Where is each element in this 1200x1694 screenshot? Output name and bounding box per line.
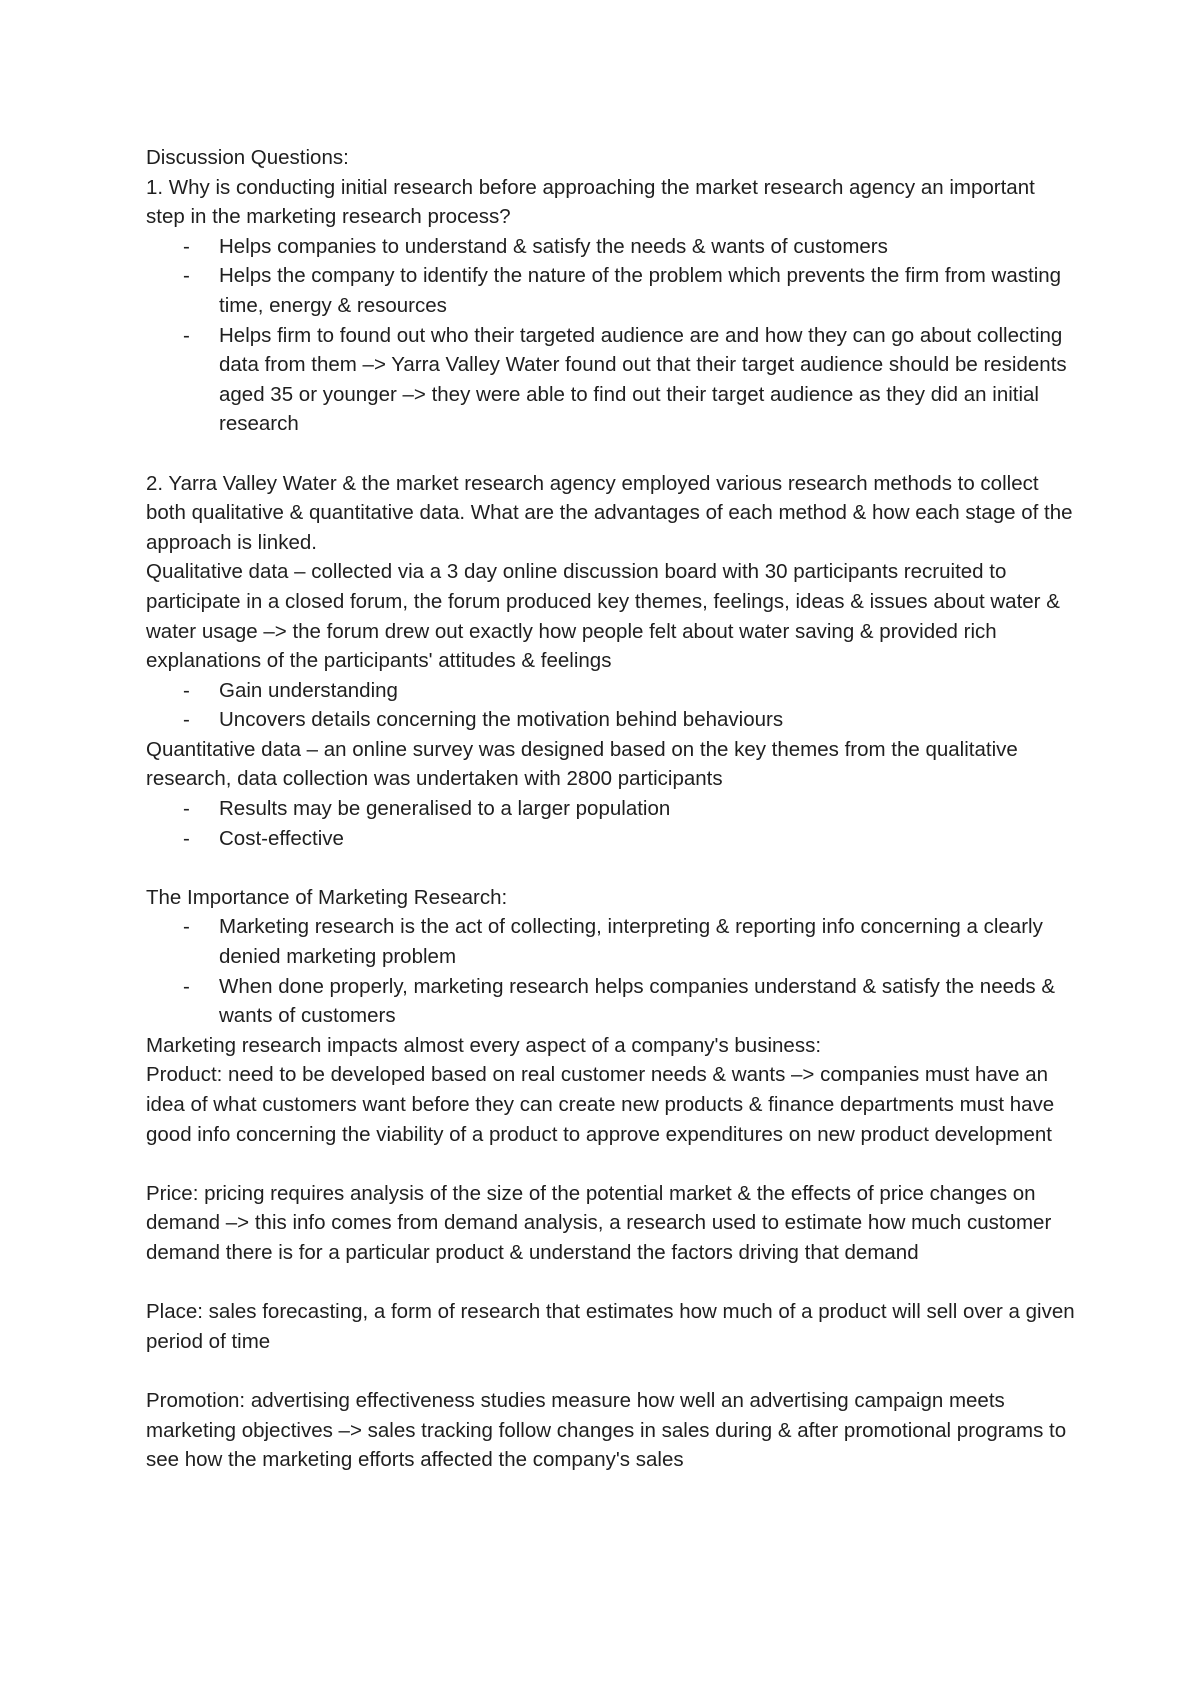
impacts-intro: Marketing research impacts almost every aspect of a company's business: — [146, 1033, 822, 1057]
question-2: 2. Yarra Valley Water & the market research agency employed various research methods to collect both qualitative & quantitative data. What are the advantages of each method & how each stage of the approach is linked. — [146, 471, 1073, 554]
dash-marker: - — [183, 323, 190, 347]
list-item — [146, 321, 1076, 439]
list-item — [146, 232, 1076, 262]
qualitative-bullets — [146, 676, 1076, 735]
place-paragraph: Place: sales forecasting, a form of research that estimates how much of a product will sell over a given period of time — [146, 1300, 1075, 1353]
product-paragraph: Product: need to be developed based on real customer needs & wants –> companies must have an idea of what customers want before they can create new products & finance departments must have good info concerning the viability of a product to approve expenditures on new product development — [146, 1063, 1055, 1146]
dash-marker: - — [183, 708, 190, 732]
quantitative-paragraph: Quantitative data – an online survey was designed based on the key themes from the qualitative research, data collection was undertaken with 2800 participants — [146, 737, 1018, 791]
importance-bullets — [146, 912, 1076, 1030]
list-item — [146, 912, 1076, 971]
importance-heading: The Importance of Marketing Research: — [146, 885, 508, 909]
quantitative-bullets — [146, 794, 1076, 853]
dash-marker: - — [183, 264, 190, 288]
price-paragraph: Price: pricing requires analysis of the size of the potential market & the effects of price changes on demand –> this info comes from demand analysis, a research used to estimate how much customer demand there is for a particular product & understand the factors driving that demand — [146, 1181, 1052, 1264]
dash-marker: - — [183, 826, 190, 850]
spacer — [146, 1149, 1076, 1179]
list-item-text: When done properly, marketing research helps companies understand & satisfy the needs & wants of customers — [219, 974, 1056, 1028]
spacer — [146, 1268, 1076, 1298]
question-1: 1. Why is conducting initial research before approaching the market research agency an important step in the marketing research process? — [146, 175, 1035, 229]
list-item — [146, 824, 1076, 854]
list-item — [146, 794, 1076, 824]
dash-marker: - — [183, 797, 190, 821]
document-page — [146, 143, 1076, 1475]
list-item-text: Cost-effective — [219, 826, 344, 850]
dash-marker: - — [183, 234, 190, 258]
spacer — [146, 439, 1076, 469]
list-item-text: Helps the company to identify the nature of the problem which prevents the firm from wasting time, energy & resources — [219, 264, 1062, 317]
spacer — [146, 1356, 1076, 1386]
list-item-text: Marketing research is the act of collecting, interpreting & reporting info concerning a clearly denied marketing problem — [219, 915, 1043, 969]
list-item-text: Gain understanding — [219, 678, 398, 702]
qualitative-paragraph: Qualitative data – collected via a 3 day online discussion board with 30 participants recruited to participate in a closed forum, the forum produced key themes, feelings, ideas & issues about water & water usage –> the forum drew out exactly how people felt about water saving & provided rich explanations of the participants' attitudes & feelings — [146, 560, 1060, 673]
list-item — [146, 261, 1076, 320]
promotion-paragraph: Promotion: advertising effectiveness studies measure how well an advertising campaign meets marketing objectives –> sales tracking follow changes in sales during & after promotional programs to see how the marketing efforts affected the company's sales — [146, 1388, 1067, 1472]
list-item — [146, 972, 1076, 1031]
list-item-text: Helps companies to understand & satisfy the needs & wants of customers — [219, 234, 888, 258]
dash-marker: - — [183, 974, 190, 998]
list-item-text: Uncovers details concerning the motivation behind behaviours — [219, 708, 784, 732]
dash-marker: - — [183, 915, 190, 939]
list-item — [146, 676, 1076, 706]
question-1-bullets — [146, 232, 1076, 439]
spacer — [146, 853, 1076, 883]
list-item-text: Helps firm to found out who their targeted audience are and how they can go about collecting data from them –> Yarra Valley Water found out that their target audience should be residents aged 35 or younger –> they were able to find out their target audience as they did an initial research — [219, 323, 1067, 436]
discussion-heading: Discussion Questions: — [146, 146, 349, 169]
list-item-text: Results may be generalised to a larger population — [219, 797, 671, 821]
dash-marker: - — [183, 678, 190, 702]
list-item — [146, 705, 1076, 735]
